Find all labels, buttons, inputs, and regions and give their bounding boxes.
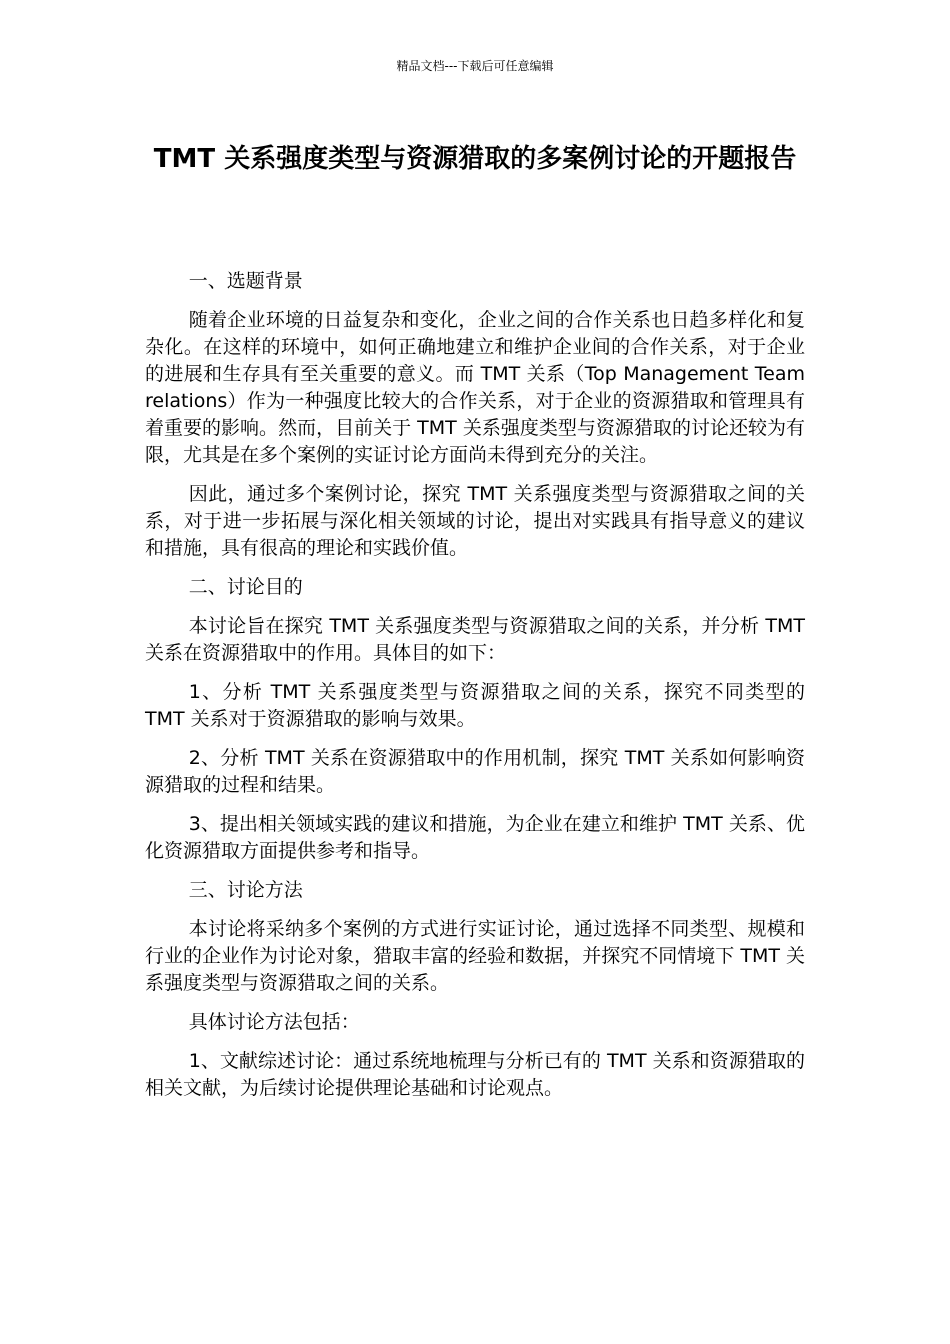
list-item: 1、分析 TMT 关系强度类型与资源猎取之间的关系，探究不同类型的 TMT 关系对于资源猎取的影响与效果。 bbox=[145, 681, 805, 730]
list-item: 1、文献综述讨论：通过系统地梳理与分析已有的 TMT 关系和资源猎取的相关文献，为后续讨论提供理论基础和讨论观点。 bbox=[145, 1050, 805, 1099]
paragraph: 随着企业环境的日益复杂和变化，企业之间的合作关系也日趋多样化和复杂化。在这样的环境中，如何正确地建立和维护企业间的合作关系，对于企业的进展和生存具有至关重要的意义。而 TMT 关系（Top Management Team relations）作为一种强度比较大的合作关系，对于企业的资源猎取和管理具有着重要的影响。然而，目前关于 TMT 关系强度类型与资源猎取的讨论还较为有限，尤其是在多个案例的实证讨论方面尚未得到充分的关注。 bbox=[145, 309, 805, 466]
paragraph: 本讨论将采纳多个案例的方式进行实证讨论，通过选择不同类型、规模和行业的企业作为讨论对象，猎取丰富的经验和数据，并探究不同情境下 TMT 关系强度类型与资源猎取之间的关系。 bbox=[145, 918, 805, 994]
page-header: 精品文档---下载后可任意编辑 bbox=[396, 59, 554, 73]
list-item: 3、提出相关领域实践的建议和措施，为企业在建立和维护 TMT 关系、优化资源猎取方面提供参考和指导。 bbox=[145, 813, 805, 862]
paragraph: 因此，通过多个案例讨论，探究 TMT 关系强度类型与资源猎取之间的关系，对于进一步拓展与深化相关领域的讨论，提出对实践具有指导意义的建议和措施，具有很高的理论和实践价值。 bbox=[145, 483, 805, 559]
paragraph: 具体讨论方法包括： bbox=[188, 1011, 360, 1033]
section-heading-method: 三、讨论方法 bbox=[188, 879, 303, 901]
document-title: TMT 关系强度类型与资源猎取的多案例讨论的开题报告 bbox=[153, 144, 797, 174]
paragraph: 本讨论旨在探究 TMT 关系强度类型与资源猎取之间的关系，并分析 TMT 关系在资源猎取中的作用。具体目的如下： bbox=[145, 615, 805, 664]
section-heading-purpose: 二、讨论目的 bbox=[188, 576, 303, 598]
section-heading-background: 一、选题背景 bbox=[188, 270, 303, 292]
document-body bbox=[145, 268, 805, 1114]
list-item: 2、分析 TMT 关系在资源猎取中的作用机制，探究 TMT 关系如何影响资源猎取的过程和结果。 bbox=[145, 747, 805, 796]
